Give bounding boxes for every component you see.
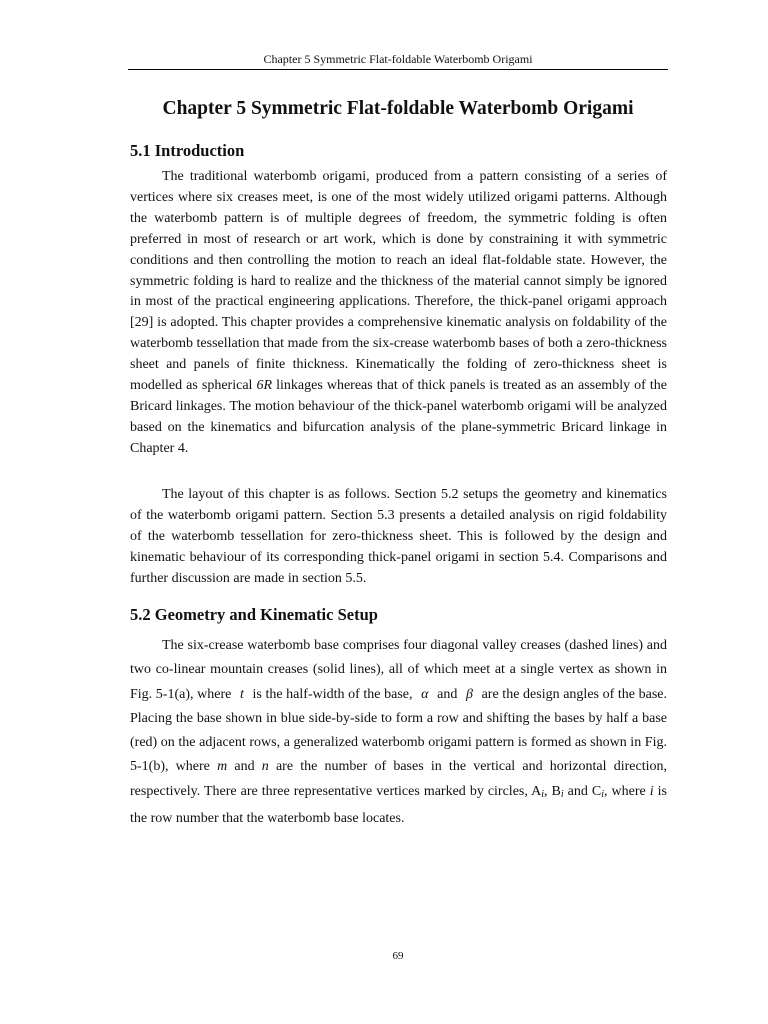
symbol-beta: β (465, 686, 473, 702)
text-run: are the number of bases in the vertical and horizontal direction, respectively. There are three representative vertices marked by circles, A (130, 759, 667, 799)
symbol-n: n (261, 759, 269, 775)
text-run: and C (563, 783, 602, 799)
symbol-m: m (217, 759, 228, 775)
section-heading-geometry: 5.2 Geometry and Kinematic Setup (130, 605, 378, 624)
text-run: is the row number that the waterbomb base locates. (130, 783, 667, 827)
running-header: Chapter 5 Symmetric Flat-foldable Waterbomb Origami (128, 50, 668, 70)
text-run: , where (604, 783, 650, 799)
text-run: are the design angles of the base. Placing the base shown in blue side-by-side to form a row and shifting the bases by half a base (red) on the adjacent rows, a generalized waterbomb origami pattern is formed as shown in Fig. 5-1(b), where (130, 686, 668, 775)
geometry-paragraph-1 (130, 634, 667, 831)
intro-paragraph-1 (130, 167, 667, 460)
linkage-6r-symbol: 6R (256, 378, 273, 394)
section-heading-introduction: 5.1 Introduction (130, 141, 245, 160)
subscript-i: i (560, 788, 564, 800)
text-run: is the half-width of the base, (248, 686, 417, 702)
text-run: The traditional waterbomb origami, produced from a pattern consisting of a series of vertices where six creases meet, is one of the most widely utilized origami patterns. Although the waterbomb pattern is of multiple degrees of freedom, the symmetric folding is often preferred in most of research or art work, which is done by constraining it with symmetric conditions and then controlling the motion to reach an ideal flat-foldable state. However, the symmetric folding is hard to realize and the thickness of the material cannot simply be ignored in most of the practical engineering applications. Therefore, the thick-panel origami approach [29] is adopted. This chapter provides a comprehensive kinematic analysis on foldability of the waterbomb tessellation that made from the six-crease waterbomb bases of both a zero-thickness sheet and panels of finite thickness. Kinematically the folding of zero-thickness sheet is modelled as spherical (130, 169, 667, 394)
text-run: , B (544, 783, 561, 799)
subscript-i: i (541, 788, 544, 800)
intro-paragraph-2: The layout of this chapter is as follows. Section 5.2 setups the geometry and kinematics of the waterbomb origami pattern. Section 5.3 presents a detailed analysis on rigid foldability of the waterbomb tessellation for zero-thickness sheet. This is followed by the design and kinematic behaviour of its corresponding thick-panel origami in section 5.4. Comparisons and further discussion are made in section 5.5. (130, 487, 667, 586)
chapter-title: Chapter 5 Symmetric Flat-foldable Waterbomb Origami (162, 98, 634, 119)
text-run: linkages whereas that of thick panels is treated as an assembly of the Bricard linkages. The motion behaviour of the thick-panel waterbomb origami will be analyzed based on the kinematics and bifurcation analysis of the plane-symmetric Bricard linkage in Chapter 4. (130, 378, 667, 456)
symbol-t: t (239, 686, 244, 702)
page-number: 69 (392, 950, 404, 962)
symbol-i: i (649, 783, 654, 799)
subscript-i: i (601, 788, 605, 800)
text-run: and (227, 759, 262, 775)
symbol-alpha: α (421, 686, 429, 702)
text-run: The six-crease waterbomb base comprises four diagonal valley creases (dashed lines) and two co-linear mountain creases (solid lines), all of which meet at a single vertex as shown in Fig. 5-1(a), where (130, 638, 667, 702)
text-run: and (433, 686, 461, 702)
